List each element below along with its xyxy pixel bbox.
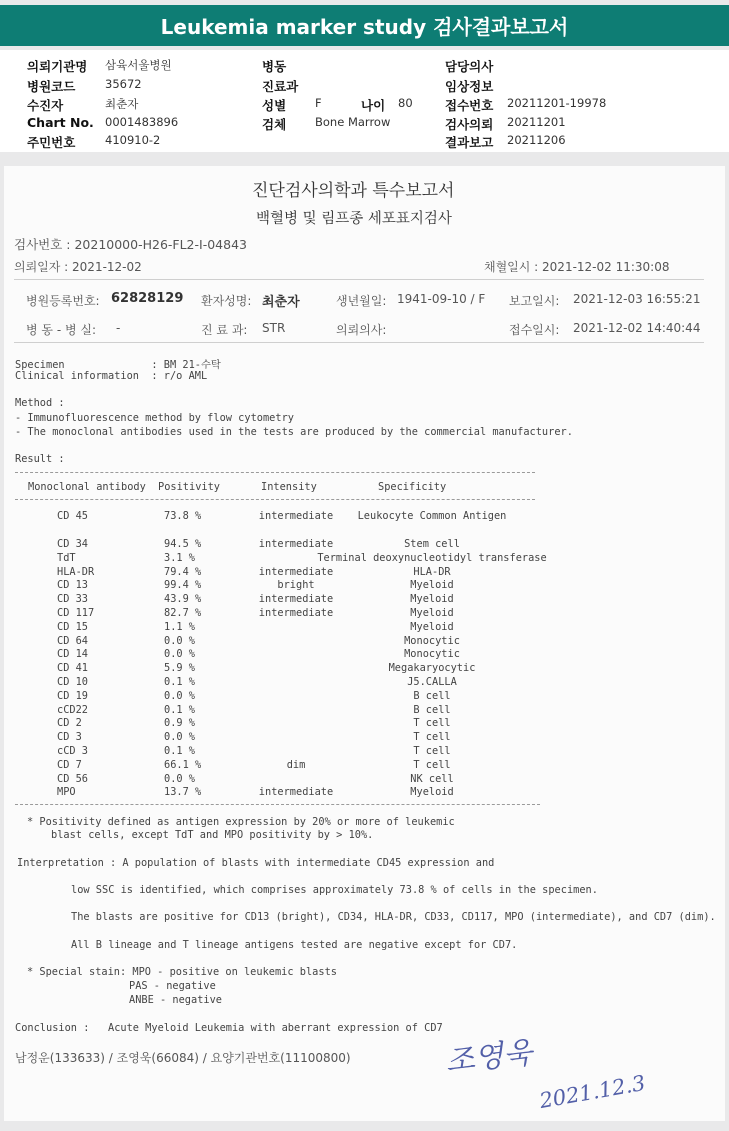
interpretation: Interpretation : A population of blasts with intermediate CD45 expression and [17,857,495,869]
result-title: Result : [15,453,65,465]
patient-meta-panel [0,50,729,152]
special-stain: PAS - negative [129,980,216,992]
request-date: 의뢰일자 : 2021-12-02 [14,260,142,274]
report-title: Leukemia marker study 검사결과보고서 [160,15,569,39]
intensity-cell: intermediate [258,510,334,522]
specificity-cell: T cell [413,717,451,730]
specificity-cell: Myeloid [410,607,454,619]
table-header-rule [15,499,535,500]
doc-title: 진단검사의학과 특수보고서 [252,181,455,201]
meta-label: 검사의뢰 [445,117,494,132]
meta-label: 성별 [262,98,287,113]
specificity-cell: Monocytic [404,634,460,647]
meta-value: 35672 [105,77,142,91]
footnote: * Positivity defined as antigen expression by 20% or more of leukemic [27,816,455,828]
antibody-cell: TdT [57,551,76,564]
specificity-cell: Myeloid [410,786,454,799]
meta-label: 수진자 [27,98,64,113]
meta-label: Chart No. [27,115,94,130]
specificity-cell: T cell [413,731,451,744]
receipt-time-label: 접수일시: [509,323,560,337]
method-line: - Immunofluorescence method by flow cytometry [15,412,294,424]
doc-subtitle: 백혈병 및 림프종 세포표지검사 [256,211,452,227]
handwritten-date: 2021.12.3 [537,1070,648,1114]
positivity-cell: 99.4 % [164,579,202,592]
method-line: - The monoclonal antibodies used in the tests are produced by the commercial manufacturer. [15,426,573,438]
clinical-info-line: Clinical information : r/o AML [15,370,208,382]
signature: 조영욱 [443,1035,534,1080]
positivity-cell: 3.1 % [164,551,195,564]
antibody-cell: cCD22 [57,703,88,716]
doctor-label: 의뢰의사: [336,323,387,337]
receipt-time-value: 2021-12-02 14:40:44 [573,321,701,335]
specificity-cell: B cell [413,689,451,702]
signers: 남정운(133633) / 조영욱(66084) / 요양기관번호(11100800) [15,1051,351,1065]
ward-label: 병 동 - 병 실: [26,323,96,337]
antibody-cell: CD 2 [57,717,82,730]
antibody-cell: CD 15 [57,620,88,633]
antibody-cell: CD 13 [57,579,88,592]
intensity-cell: intermediate [258,565,334,578]
intensity-cell: dim [286,758,306,771]
conclusion: Conclusion : Acute Myeloid Leukemia with aberrant expression of CD7 [15,1022,443,1034]
meta-value: 20211206 [507,133,566,147]
column-header: Monoclonal antibody [28,481,146,493]
positivity-cell: 0.1 % [164,745,195,757]
specificity-cell: NK cell [410,772,454,785]
positivity-cell: 0.0 % [164,634,195,647]
table-bottom-rule [15,804,540,805]
antibody-cell: CD 64 [57,634,88,647]
meta-label: 진료과 [262,79,299,94]
divider [14,342,704,343]
intensity-cell: intermediate [258,786,334,799]
birth-value: 1941-09-10 / F [397,292,486,306]
meta-label: 병원코드 [27,79,76,94]
table-top-rule [15,472,535,473]
meta-label: 병동 [262,59,287,74]
column-header: Intensity [261,481,317,493]
antibody-cell: CD 45 [57,510,88,522]
positivity-cell: 79.4 % [164,565,202,578]
specificity-cell: J5.CALLA [407,676,457,688]
positivity-cell: 0.9 % [164,717,195,730]
antibody-cell: MPO [57,786,76,799]
specificity-cell: Terminal deoxynucleotidyl transferase [317,551,547,564]
report-time-label: 보고일시: [509,294,560,308]
positivity-cell: 0.1 % [164,676,195,688]
antibody-cell: HLA-DR [57,565,95,578]
meta-value: 410910-2 [105,133,161,147]
dept-label: 진 료 과: [201,323,248,337]
reg-label: 병원등록번호: [26,294,100,308]
meta-label: 의뢰기관명 [27,59,88,74]
collect-time: 채혈일시 : 2021-12-02 11:30:08 [484,260,670,274]
antibody-cell: CD 19 [57,689,88,702]
interpretation: The blasts are positive for CD13 (bright), CD34, HLA-DR, CD33, CD117, MPO (intermediate), and CD7 (dim). [71,911,716,923]
antibody-cell: CD 33 [57,593,88,606]
positivity-cell: 0.0 % [164,689,195,702]
antibody-cell: CD 41 [57,662,88,675]
specificity-cell: Stem cell [404,538,460,550]
specificity-cell: Megakaryocytic [388,662,476,675]
specificity-cell: Leukocyte Common Antigen [357,510,507,522]
exam-number: 검사번호 : 20210000-H26-FL2-I-04843 [14,237,247,252]
positivity-cell: 0.0 % [164,648,195,661]
antibody-cell: CD 14 [57,648,88,661]
report-sheet [4,166,725,1121]
meta-label: 접수번호 [445,98,494,113]
method-title: Method : [15,397,65,409]
specificity-cell: HLA-DR [413,565,451,578]
antibody-cell: CD 34 [57,538,88,550]
positivity-cell: 94.5 % [164,538,202,550]
meta-value: 최춘자 [105,97,139,111]
specificity-cell: Myeloid [410,579,454,592]
positivity-cell: 66.1 % [164,758,202,771]
specimen-line: Specimen : BM 21-수탁 [15,359,221,371]
birth-label: 생년월일: [336,294,387,308]
name-label: 환자성명: [201,294,252,308]
meta-value: 20211201 [507,115,566,129]
interpretation: All B lineage and T lineage antigens tested are negative except for CD7. [71,939,518,951]
antibody-cell: CD 117 [57,607,95,619]
divider [14,279,704,280]
name-value: 최춘자 [262,295,300,310]
intensity-cell: intermediate [258,593,334,606]
specificity-cell: T cell [413,758,451,771]
positivity-cell: 0.0 % [164,731,195,744]
antibody-cell: CD 56 [57,772,88,785]
intensity-cell: bright [277,579,315,592]
antibody-cell: CD 7 [57,758,82,771]
meta-label: 검체 [262,117,287,132]
antibody-cell: cCD 3 [57,745,88,757]
antibody-cell: CD 10 [57,676,88,688]
positivity-cell: 0.1 % [164,703,195,716]
ward-value: - [116,321,121,335]
specificity-cell: B cell [413,703,451,716]
specificity-cell: T cell [413,745,451,757]
positivity-cell: 82.7 % [164,607,202,619]
column-header: Positivity [158,481,220,493]
positivity-cell: 13.7 % [164,786,202,799]
footnote: blast cells, except TdT and MPO positivity by > 10%. [51,829,374,841]
antibody-cell: CD 3 [57,731,82,744]
meta-label: 나이 [361,98,386,113]
positivity-cell: 0.0 % [164,772,195,785]
positivity-cell: 1.1 % [164,620,195,633]
meta-label: 담당의사 [445,59,494,74]
intensity-cell: intermediate [258,607,334,619]
special-stain: ANBE - negative [129,994,222,1006]
meta-value: 삼육서울병원 [105,58,172,72]
meta-value: Bone Marrow [315,115,391,129]
meta-value: 80 [398,96,413,110]
specificity-cell: Myeloid [410,593,454,606]
meta-label: 임상정보 [445,79,494,94]
report-time-value: 2021-12-03 16:55:21 [573,292,701,306]
positivity-cell: 5.9 % [164,662,195,675]
reg-value: 62828129 [111,291,184,306]
meta-value: F [315,96,322,110]
meta-value: 20211201-19978 [507,96,607,110]
interpretation: low SSC is identified, which comprises approximately 73.8 % of cells in the specimen. [71,884,598,896]
meta-label: 결과보고 [445,135,494,150]
dept-value: STR [262,321,286,335]
positivity-cell: 73.8 % [164,510,202,522]
report-title-banner [0,5,729,46]
intensity-cell: intermediate [258,538,334,550]
meta-label: 주민번호 [27,135,76,150]
special-stain: * Special stain: MPO - positive on leukemic blasts [27,966,337,978]
positivity-cell: 43.9 % [164,593,202,606]
meta-value: 0001483896 [105,115,179,129]
column-header: Specificity [378,481,447,493]
specificity-cell: Myeloid [410,620,454,633]
specificity-cell: Monocytic [404,648,460,661]
